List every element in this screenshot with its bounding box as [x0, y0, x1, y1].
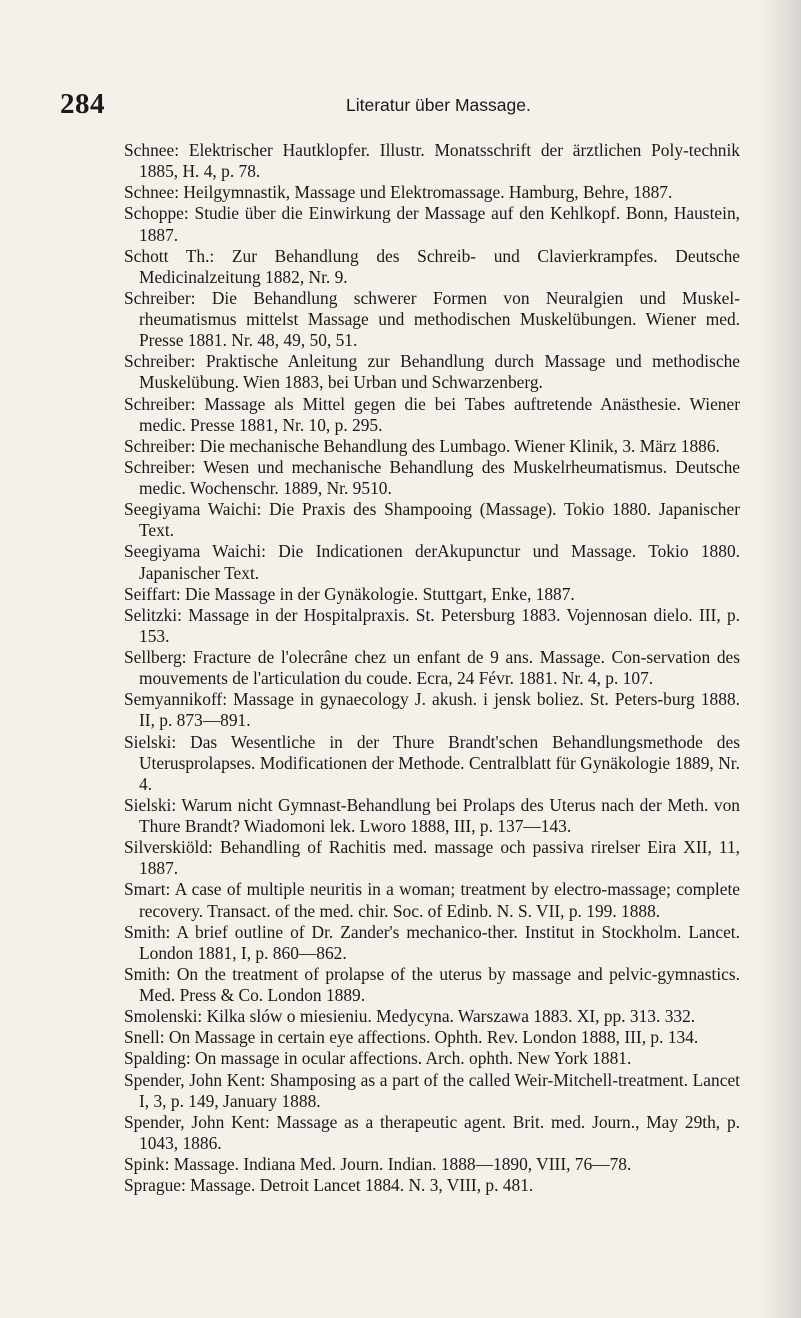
- bibliography-entry: Schreiber: Die Behandlung schwerer Formen von Neuralgien und Muskel-rheumatismus mittelst Massage und methodischen Muskelübungen. Wiener med. Presse 1881. Nr. 48, 49, 50, 51.: [124, 287, 740, 351]
- bibliography-entry: Seegiyama Waichi: Die Praxis des Shampooing (Massage). Tokio 1880. Japanischer Text.: [124, 499, 740, 541]
- bibliography-entry: Smith: On the treatment of prolapse of the uterus by massage and pelvic-gymnastics. Med. Press & Co. London 1889.: [124, 963, 740, 1005]
- bibliography-entry: Seegiyama Waichi: Die Indicationen derAkupunctur und Massage. Tokio 1880. Japanischer Text.: [124, 541, 740, 583]
- bibliography-entry: Schoppe: Studie über die Einwirkung der Massage auf den Kehlkopf. Bonn, Haustein, 1887.: [124, 203, 740, 245]
- bibliography-entry: Seiffart: Die Massage in der Gynäkologie. Stuttgart, Enke, 1887.: [124, 583, 575, 604]
- bibliography-entry: Schreiber: Praktische Anleitung zur Behandlung durch Massage und methodische Muskelübung. Wien 1883, bei Urban und Schwarzenberg.: [124, 351, 740, 393]
- bibliography-entry: Semyannikoff: Massage in gynaecology J. akush. i jensk boliez. St. Peters-burg 1888. II, p. 873—891.: [124, 689, 740, 731]
- bibliography-entry: Silverskiöld: Behandling of Rachitis med. massage och passiva rirelser Eira XII, 11, 1887.: [124, 837, 740, 879]
- page-header: [60, 88, 760, 124]
- bibliography-entry: Spender, John Kent: Shamposing as a part of the called Weir-Mitchell-treatment. Lancet I, 3, p. 149, January 1888.: [124, 1069, 740, 1111]
- bibliography-entry: Sprague: Massage. Detroit Lancet 1884. N. 3, VIII, p. 481.: [124, 1175, 534, 1196]
- bibliography-entry: Spalding: On massage in ocular affections. Arch. ophth. New York 1881.: [124, 1048, 632, 1069]
- bibliography-entry: Selitzki: Massage in der Hospitalpraxis. St. Petersburg 1883. Vojennosan dielo. III, p. 153.: [124, 604, 740, 646]
- bibliography-entry: Schreiber: Die mechanische Behandlung des Lumbago. Wiener Klinik, 3. März 1886.: [124, 435, 720, 456]
- bibliography-entry: Schreiber: Wesen und mechanische Behandlung des Muskelrheumatismus. Deutsche medic. Wochenschr. 1889, Nr. 9510.: [124, 456, 740, 498]
- bibliography-list: [124, 140, 740, 1196]
- bibliography-entry: Snell: On Massage in certain eye affections. Ophth. Rev. London 1888, III, p. 134.: [124, 1027, 699, 1048]
- bibliography-entry: Schreiber: Massage als Mittel gegen die bei Tabes auftretende Anästhesie. Wiener medic. Presse 1881, Nr. 10, p. 295.: [124, 393, 740, 435]
- bibliography-entry: Spender, John Kent: Massage as a therapeutic agent. Brit. med. Journ., May 29th, p. 1043, 1886.: [124, 1111, 740, 1153]
- bibliography-entry: Smolenski: Kilka slów o miesieniu. Medycyna. Warszawa 1883. XI, pp. 313. 332.: [124, 1006, 696, 1027]
- bibliography-entry: Smart: A case of multiple neuritis in a woman; treatment by electro-massage; complete recovery. Transact. of the med. chir. Soc. of Edinb. N. S. VII, p. 199. 1888.: [124, 879, 740, 921]
- bibliography-entry: Smith: A brief outline of Dr. Zander's mechanico-ther. Institut in Stockholm. Lancet. London 1881, I, p. 860—862.: [124, 921, 740, 963]
- bibliography-entry: Sellberg: Fracture de l'olecrâne chez un enfant de 9 ans. Massage. Con-servation des mouvements de l'articulation du coude. Ecra, 24 Févr. 1881. Nr. 4, p. 107.: [124, 647, 740, 689]
- running-title: Literatur über Massage.: [346, 95, 531, 115]
- bibliography-entry: Sielski: Warum nicht Gymnast-Behandlung bei Prolaps des Uterus nach der Meth. von Thure Brandt? Wiadomoni lek. Lworo 1888, III, p. 137—143.: [124, 794, 740, 836]
- bibliography-entry: Schnee: Elektrischer Hautklopfer. Illustr. Monatsschrift der ärztlichen Poly-technik 1885, H. 4, p. 78.: [124, 140, 740, 182]
- bibliography-entry: Schnee: Heilgymnastik, Massage und Elektromassage. Hamburg, Behre, 1887.: [124, 182, 673, 203]
- page-edge-shadow: [761, 0, 801, 1318]
- bibliography-entry: Sielski: Das Wesentliche in der Thure Brandt'schen Behandlungsmethode des Uterusprolapses. Modificationen der Methode. Centralblatt für Gynäkologie 1889, Nr. 4.: [124, 731, 740, 794]
- bibliography-entry: Spink: Massage. Indiana Med. Journ. Indian. 1888—1890, VIII, 76—78.: [124, 1154, 632, 1174]
- page-number: 284: [60, 88, 105, 120]
- bibliography-entry: Schott Th.: Zur Behandlung des Schreib- und Clavierkrampfes. Deutsche Medicinalzeitung 1882, Nr. 9.: [124, 245, 740, 287]
